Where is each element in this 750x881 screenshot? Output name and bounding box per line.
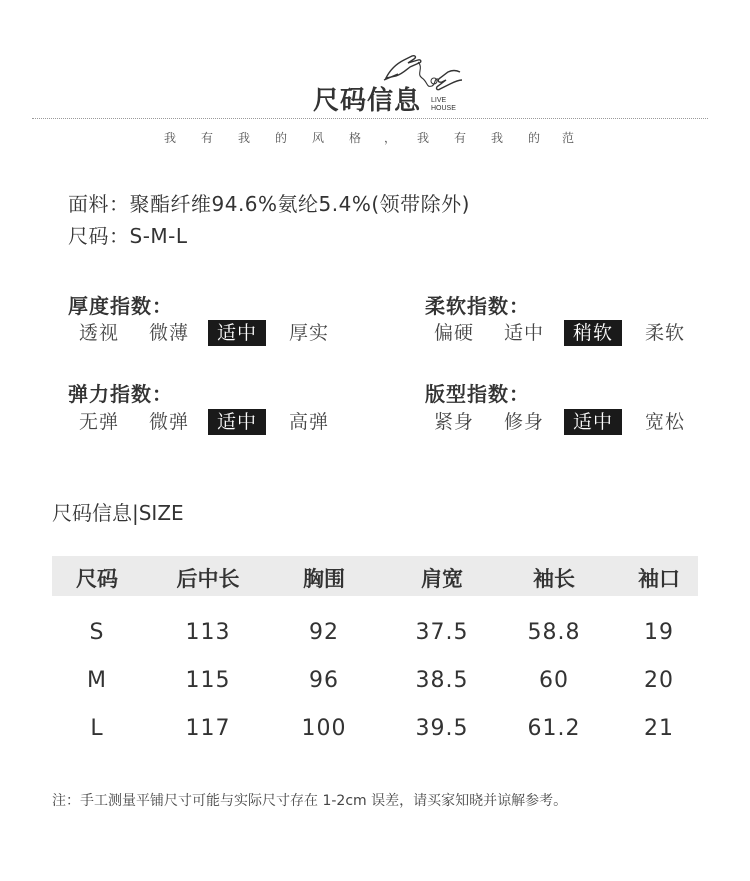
thickness-option: 微薄: [148, 322, 189, 344]
fit-option: 宽松: [644, 411, 685, 433]
thickness-option: 透视: [78, 322, 119, 344]
header-divider: [32, 118, 708, 119]
table-cell: 38.5: [415, 668, 469, 693]
slogan: 我 有 我 的 风 格 ， 我 有 我 的 范: [164, 131, 575, 145]
table-cell: 113: [185, 620, 231, 645]
page-title: 尺码信息: [313, 86, 422, 116]
elasticity-index-title: 弹力指数：: [68, 382, 173, 406]
table-cell: 96: [309, 668, 339, 693]
fabric-info: 面料：聚酯纤维94.6%氨纶5.4%(领带除外): [68, 192, 470, 216]
table-cell: 60: [539, 668, 569, 693]
column-header: 后中长: [176, 567, 240, 591]
column-header: 尺码: [76, 567, 118, 591]
size-range-info: 尺码：S-M-L: [68, 224, 188, 248]
elasticity-option: 无弹: [78, 411, 119, 433]
fit-index-title: 版型指数：: [425, 382, 530, 406]
thickness-index-title: 厚度指数：: [68, 294, 173, 318]
size-table-heading: 尺码信息|SIZE: [52, 501, 184, 525]
softness-option: 柔软: [644, 322, 685, 344]
column-header: 袖口: [638, 567, 680, 591]
table-cell: 39.5: [415, 716, 469, 741]
table-cell: 100: [301, 716, 347, 741]
fit-option: 紧身: [433, 411, 474, 433]
table-cell: 21: [644, 716, 674, 741]
table-cell: 19: [644, 620, 674, 645]
softness-option: 偏硬: [433, 322, 474, 344]
table-cell: 20: [644, 668, 674, 693]
elasticity-option: 微弹: [148, 411, 189, 433]
table-cell: 61.2: [527, 716, 581, 741]
hands-logo-icon: [382, 48, 464, 100]
size-table-header: [52, 556, 698, 596]
column-header: 胸围: [303, 567, 345, 591]
column-header: 肩宽: [421, 567, 463, 591]
table-cell: 37.5: [415, 620, 469, 645]
table-cell: L: [90, 716, 104, 741]
softness-option-selected: 稍软: [564, 320, 622, 346]
fit-option-selected: 适中: [564, 409, 622, 435]
table-cell: M: [87, 668, 107, 693]
table-cell: S: [89, 620, 105, 645]
softness-index-title: 柔软指数：: [425, 294, 530, 318]
table-cell: 115: [185, 668, 231, 693]
fit-option: 修身: [503, 411, 544, 433]
table-cell: 92: [309, 620, 339, 645]
softness-option: 适中: [503, 322, 544, 344]
elasticity-option: 高弹: [288, 411, 329, 433]
column-header: 袖长: [533, 567, 575, 591]
thickness-option-selected: 适中: [208, 320, 266, 346]
table-cell: 117: [185, 716, 231, 741]
thickness-option: 厚实: [288, 322, 329, 344]
live-house-logo-text: LIVE HOUSE: [431, 97, 456, 112]
table-cell: 58.8: [527, 620, 581, 645]
measurement-note: 注：手工测量平铺尺寸可能与实际尺寸存在 1-2cm 误差，请买家知晓并谅解参考。: [52, 793, 568, 809]
elasticity-option-selected: 适中: [208, 409, 266, 435]
